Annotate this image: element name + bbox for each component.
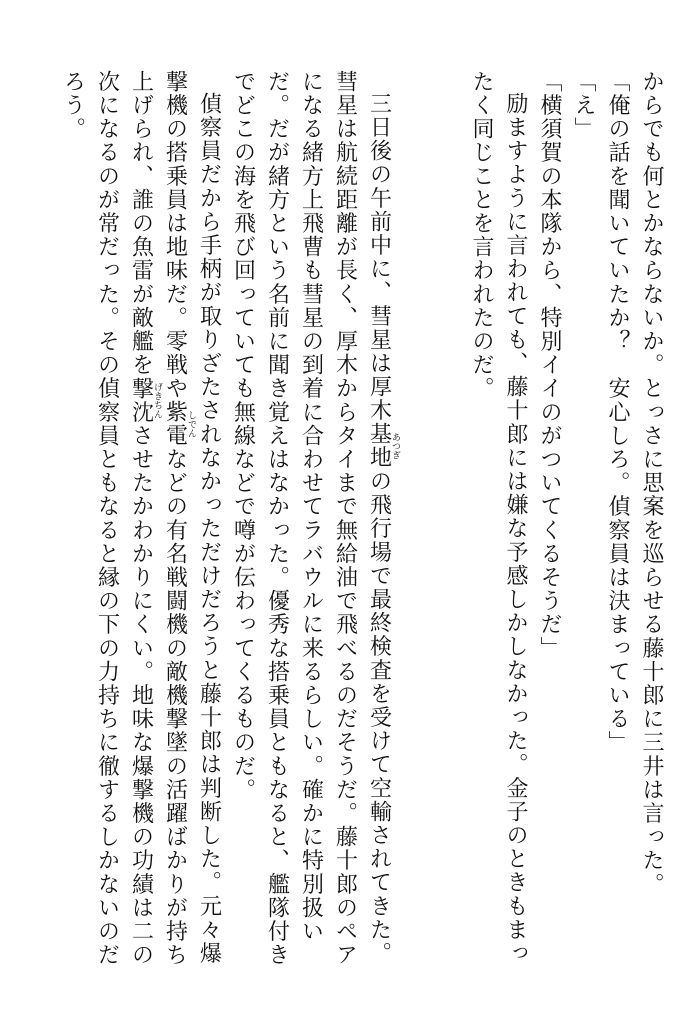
furigana: げきちん — [152, 376, 162, 424]
furigana-word: 撃沈げきちん — [128, 376, 162, 425]
paragraph: 励ますように言われても、藤十郎には嫌な予感しかしなかった。金子のときもまったく同じことを言われたのだ。 — [469, 70, 528, 966]
text-run: 三日後の午前中に、彗星は厚木 — [366, 92, 392, 423]
text-run: の飛行場で最終検査を受けて空輸されてきた。彗星は航続距離が長く、厚木からタイまで無給油で飛べるのだそうだ。藤十郎のペアになる緒方上飛曹も彗星の到着に合わせてラバウルに来るらしい。確かに特別扱いだ。だが緒方という名前に聞き覚えはなかった。優秀な搭乗員ともなると、艦隊付きでどこの海を飛び回っていても無線などで噂が伝わってくるものだ。 — [230, 70, 392, 967]
paragraph: からでも何とかならないか。とっさに思案を巡らせる藤十郎に三井は言った。 — [639, 70, 664, 896]
vertical-text-body — [56, 70, 669, 970]
section-break — [400, 70, 464, 71]
paragraph — [56, 70, 226, 970]
text-run: 偵察員だから手柄が取りざたされなかっただけだろうと藤十郎は判断した。元々爆撃機の搭乗員は地味だ。零戦や — [162, 70, 222, 966]
dialogue-line: 「え」 — [571, 70, 596, 141]
dialogue-line: 「横須賀の本隊から、特別イイのがついてくるそうだ」 — [537, 70, 562, 660]
furigana-word: 基地あつぎ — [366, 422, 400, 470]
furigana-word: 紫電しでん — [162, 400, 196, 448]
text-run: などの有名戦闘機の敵機撃墜の活躍ばかりが持ち上げられ、誰の魚雷が敵艦を — [128, 70, 188, 967]
paragraph — [226, 70, 401, 970]
dialogue-line: 「俺の話を聞いていたか？ 安心しろ。偵察員は決まっている」 — [605, 70, 630, 755]
furigana: しでん — [186, 400, 196, 448]
text-run: させたかわかりにくい。地味な爆撃機の功績は二の次になるのが常だった。その偵察員ともなると縁の下の力持ちに徹するしかないのだろう。 — [60, 70, 154, 967]
furigana: あつぎ — [390, 422, 400, 470]
